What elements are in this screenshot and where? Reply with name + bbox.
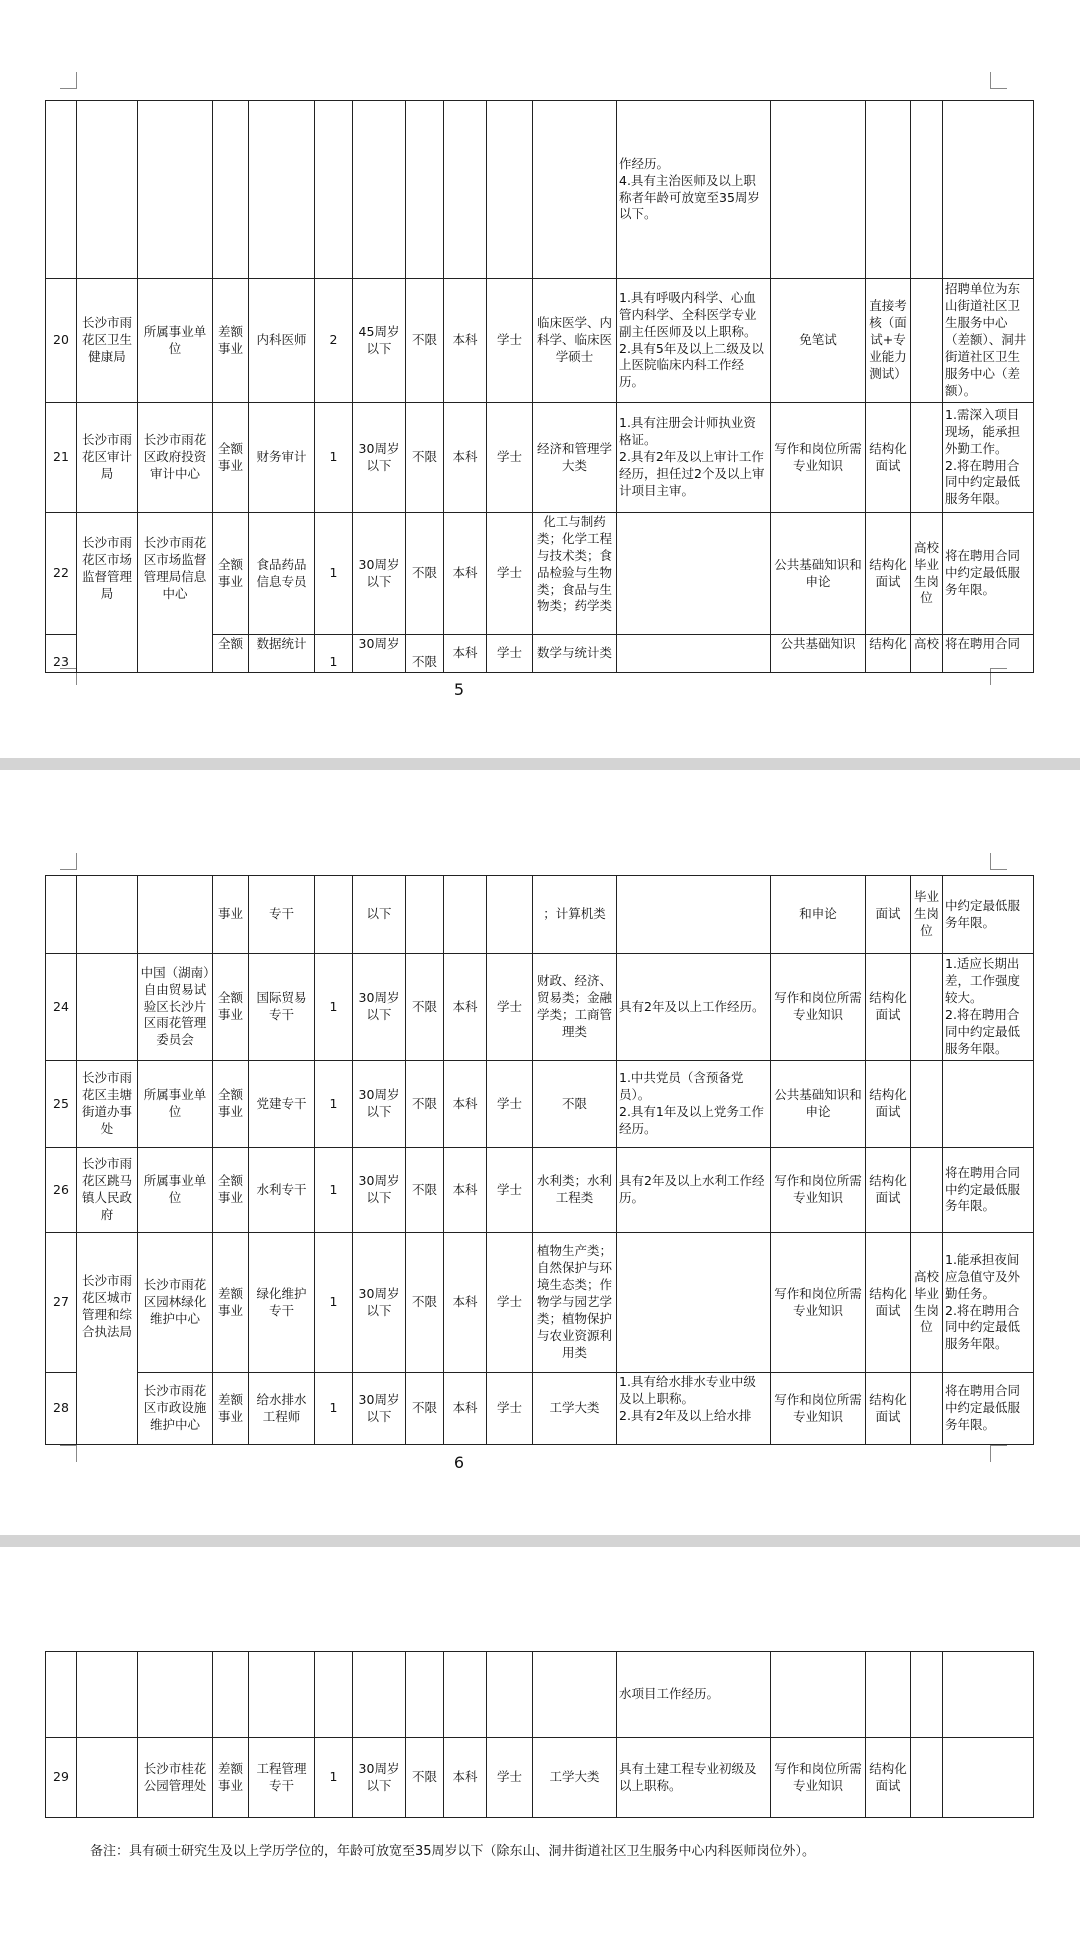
jobs-table [45, 1651, 1034, 1818]
post-cell: 党建专干 [249, 1061, 315, 1148]
post-cell: 专干 [249, 876, 315, 954]
exam-cell: 写作和岗位所需专业知识 [771, 1738, 866, 1818]
interview-cell: 结构化面试 [866, 1233, 911, 1373]
target-cell [911, 954, 943, 1061]
interview-cell: 结构化面试 [866, 513, 911, 635]
exam-cell: 公共基础知识和申论 [771, 1061, 866, 1148]
age-cell: 30周岁以下 [353, 1061, 406, 1148]
post-cell: 水利专干 [249, 1148, 315, 1233]
table-row [46, 279, 1034, 403]
funding-cell: 全额事业 [213, 1148, 249, 1233]
row-number: 20 [46, 279, 77, 403]
funding-cell: 差额事业 [213, 1373, 249, 1445]
education-cell: 本科 [444, 1233, 487, 1373]
gender-cell: 不限 [406, 1738, 444, 1818]
interview-cell: 结构化面试 [866, 403, 911, 513]
page-number: 6 [453, 1453, 465, 1472]
interview-cell: 结构化 [866, 635, 911, 673]
remark-cell: 招聘单位为东山街道社区卫生服务中心（差额）、洞井街道社区卫生服务中心（差额）。 [943, 279, 1034, 403]
major-cell: 工学大类 [533, 1373, 617, 1445]
degree-cell: 学士 [487, 403, 533, 513]
gender-cell: 不限 [406, 1373, 444, 1445]
table-row [46, 1061, 1034, 1148]
row-number: 29 [46, 1738, 77, 1818]
count-cell: 1 [315, 1738, 353, 1818]
major-cell: 经济和管理学大类 [533, 403, 617, 513]
qualification-cell: 具有2年及以上工作经历。 [617, 954, 771, 1061]
unit-cell [77, 1738, 138, 1818]
row-number: 23 [46, 635, 77, 673]
exam-cell: 公共基础知识和申论 [771, 513, 866, 635]
count-cell: 1 [315, 403, 353, 513]
page-number: 5 [453, 680, 465, 699]
sub-unit-cell: 长沙市雨花区政府投资审计中心 [138, 403, 213, 513]
sub-unit-cell: 所属事业单位 [138, 279, 213, 403]
unit-cell: 长沙市雨花区圭塘街道办事处 [77, 1061, 138, 1148]
row-number: 27 [46, 1233, 77, 1373]
interview-cell: 结构化面试 [866, 1148, 911, 1233]
post-cell: 内科医师 [249, 279, 315, 403]
gender-cell: 不限 [406, 635, 444, 673]
table-row [46, 1652, 1034, 1738]
age-cell: 30周岁以下 [353, 1148, 406, 1233]
row-number: 22 [46, 513, 77, 635]
gender-cell: 不限 [406, 1233, 444, 1373]
row-number: 25 [46, 1061, 77, 1148]
education-cell: 本科 [444, 1148, 487, 1233]
post-cell: 财务审计 [249, 403, 315, 513]
funding-cell: 全额事业 [213, 513, 249, 635]
unit-cell: 长沙市雨花区跳马镇人民政府 [77, 1148, 138, 1233]
education-cell: 本科 [444, 279, 487, 403]
unit-cell: 长沙市雨花区卫生健康局 [77, 279, 138, 403]
post-cell: 给水排水工程师 [249, 1373, 315, 1445]
table-row [46, 954, 1034, 1061]
post-cell: 数据统计 [249, 635, 315, 673]
sub-unit-cell: 中国（湖南）自由贸易试验区长沙片区雨花管理委员会 [138, 954, 213, 1061]
exam-cell: 写作和岗位所需专业知识 [771, 1148, 866, 1233]
age-cell: 30周岁以下 [353, 1233, 406, 1373]
target-cell: 高校毕业生岗位 [911, 513, 943, 635]
exam-cell: 和申论 [771, 876, 866, 954]
count-cell: 1 [315, 1373, 353, 1445]
exam-cell: 免笔试 [771, 279, 866, 403]
row-number: 28 [46, 1373, 77, 1445]
sub-unit-cell: 长沙市雨花区市政设施维护中心 [138, 1373, 213, 1445]
gender-cell: 不限 [406, 279, 444, 403]
qualification-cell [617, 1233, 771, 1373]
gender-cell: 不限 [406, 1061, 444, 1148]
corner-mark [60, 853, 77, 870]
corner-mark [990, 853, 1007, 870]
unit-cell [77, 954, 138, 1061]
corner-mark [990, 1445, 1007, 1462]
target-cell [911, 1373, 943, 1445]
major-cell: 不限 [533, 1061, 617, 1148]
target-cell: 高校毕业生岗位 [911, 1233, 943, 1373]
count-cell: 2 [315, 279, 353, 403]
major-cell: 化工与制药类；化学工程与技术类；食品检验与生物类；食品与生物类；药学类 [533, 513, 617, 635]
footnote: 备注：具有硕士研究生及以上学历学位的，年龄可放宽至35周岁以下（除东山、洞井街道社区卫生服务中心内科医师岗位外）。 [90, 1844, 816, 1859]
remark-cell: 中约定最低服务年限。 [943, 876, 1034, 954]
post-cell: 食品药品信息专员 [249, 513, 315, 635]
funding-cell: 差额事业 [213, 279, 249, 403]
target-cell [911, 1738, 943, 1818]
qualification-cell: 作经历。 4.具有主治医师及以上职称者年龄可放宽至35周岁以下。 [617, 101, 771, 279]
count-cell: 1 [315, 1233, 353, 1373]
age-cell: 30周岁以下 [353, 954, 406, 1061]
degree-cell: 学士 [487, 279, 533, 403]
remark-cell: 1.能承担夜间应急值守及外勤任务。 2.将在聘用合同中约定最低服务年限。 [943, 1233, 1034, 1373]
qualification-cell: 水项目工作经历。 [617, 1652, 771, 1738]
major-cell: 植物生产类；自然保护与环境生态类；作物学与园艺学类；植物保护与农业资源利用类 [533, 1233, 617, 1373]
unit-cell: 长沙市雨花区城市管理和综合执法局 [77, 1233, 138, 1445]
remark-cell: 将在聘用合同 [943, 635, 1034, 673]
gender-cell: 不限 [406, 513, 444, 635]
education-cell: 本科 [444, 513, 487, 635]
page-separator [0, 758, 1080, 770]
education-cell: 本科 [444, 403, 487, 513]
remark-cell: 1.适应长期出差，工作强度较大。 2.将在聘用合同中约定最低服务年限。 [943, 954, 1034, 1061]
education-cell: 本科 [444, 1738, 487, 1818]
table-row [46, 1373, 1034, 1445]
unit-cell: 长沙市雨花区市场监督管理局 [77, 513, 138, 673]
funding-cell: 差额事业 [213, 1738, 249, 1818]
education-cell: 本科 [444, 1061, 487, 1148]
age-cell: 30周岁 [353, 635, 406, 673]
row-number: 26 [46, 1148, 77, 1233]
interview-cell: 结构化面试 [866, 1373, 911, 1445]
degree-cell: 学士 [487, 954, 533, 1061]
qualification-cell: 1.具有注册会计师执业资格证。 2.具有2年及以上审计工作经历，担任过2个及以上审计项目主审。 [617, 403, 771, 513]
sub-unit-cell: 所属事业单位 [138, 1148, 213, 1233]
remark-cell: 将在聘用合同中约定最低服务年限。 [943, 1148, 1034, 1233]
post-cell: 绿化维护专干 [249, 1233, 315, 1373]
unit-cell: 长沙市雨花区审计局 [77, 403, 138, 513]
target-cell: 毕业生岗位 [911, 876, 943, 954]
age-cell: 30周岁以下 [353, 513, 406, 635]
table-row [46, 1233, 1034, 1373]
degree-cell: 学士 [487, 1148, 533, 1233]
qualification-cell: 1.中共党员（含预备党员）。 2.具有1年及以上党务工作经历。 [617, 1061, 771, 1148]
age-cell: 30周岁以下 [353, 1373, 406, 1445]
remark-cell: 1.需深入项目现场，能承担外勤工作。 2.将在聘用合同中约定最低服务年限。 [943, 403, 1034, 513]
funding-cell: 全额事业 [213, 1061, 249, 1148]
count-cell: 1 [315, 635, 353, 673]
table-row [46, 876, 1034, 954]
degree-cell: 学士 [487, 513, 533, 635]
funding-cell: 差额事业 [213, 1233, 249, 1373]
funding-cell: 全额 [213, 635, 249, 673]
gender-cell: 不限 [406, 1148, 444, 1233]
row-number: 24 [46, 954, 77, 1061]
post-cell: 工程管理专干 [249, 1738, 315, 1818]
gender-cell: 不限 [406, 403, 444, 513]
age-cell: 45周岁以下 [353, 279, 406, 403]
exam-cell: 写作和岗位所需专业知识 [771, 1373, 866, 1445]
remark-cell: 将在聘用合同中约定最低服务年限。 [943, 513, 1034, 635]
table-row [46, 513, 1034, 635]
exam-cell: 公共基础知识 [771, 635, 866, 673]
age-cell: 30周岁以下 [353, 403, 406, 513]
qualification-cell: 具有土建工程专业初级及以上职称。 [617, 1738, 771, 1818]
sub-unit-cell: 所属事业单位 [138, 1061, 213, 1148]
interview-cell: 结构化面试 [866, 954, 911, 1061]
page-separator [0, 1535, 1080, 1547]
qualification-cell [617, 513, 771, 635]
major-cell: 工学大类 [533, 1738, 617, 1818]
funding-cell: 事业 [213, 876, 249, 954]
interview-cell: 结构化面试 [866, 1061, 911, 1148]
degree-cell: 学士 [487, 1738, 533, 1818]
page-6 [0, 770, 1080, 1535]
interview-cell: 直接考核（面试+专业能力测试） [866, 279, 911, 403]
target-cell: 高校 [911, 635, 943, 673]
target-cell [911, 1061, 943, 1148]
major-cell: ；计算机类 [533, 876, 617, 954]
major-cell: 水利类；水利工程类 [533, 1148, 617, 1233]
gender-cell: 不限 [406, 954, 444, 1061]
age-cell: 30周岁以下 [353, 1738, 406, 1818]
qualification-cell [617, 635, 771, 673]
row-number: 21 [46, 403, 77, 513]
remark-cell [943, 1738, 1034, 1818]
table-row [46, 1148, 1034, 1233]
qualification-cell: 1.具有呼吸内科学、心血管内科学、全科医学专业副主任医师及以上职称。 2.具有5年及以上二级及以上医院临床内科工作经历。 [617, 279, 771, 403]
jobs-table [45, 875, 1034, 1445]
qualification-cell: 1.具有给水排水专业中级及以上职称。 2.具有2年及以上给水排 [617, 1373, 771, 1445]
count-cell: 1 [315, 1148, 353, 1233]
target-cell [911, 1148, 943, 1233]
post-cell: 国际贸易专干 [249, 954, 315, 1061]
education-cell: 本科 [444, 954, 487, 1061]
exam-cell: 写作和岗位所需专业知识 [771, 1233, 866, 1373]
funding-cell: 全额事业 [213, 403, 249, 513]
sub-unit-cell: 长沙市雨花区园林绿化维护中心 [138, 1233, 213, 1373]
corner-mark [990, 72, 1007, 89]
table-row [46, 1738, 1034, 1818]
page-5 [0, 0, 1080, 758]
jobs-table [45, 100, 1034, 673]
count-cell: 1 [315, 1061, 353, 1148]
education-cell: 本科 [444, 1373, 487, 1445]
degree-cell: 学士 [487, 1061, 533, 1148]
interview-cell: 结构化面试 [866, 1738, 911, 1818]
exam-cell: 写作和岗位所需专业知识 [771, 403, 866, 513]
table-row [46, 101, 1034, 279]
target-cell [911, 403, 943, 513]
count-cell: 1 [315, 513, 353, 635]
major-cell: 数学与统计类 [533, 635, 617, 673]
major-cell: 临床医学、内科学、临床医学硕士 [533, 279, 617, 403]
sub-unit-cell: 长沙市桂花公园管理处 [138, 1738, 213, 1818]
major-cell: 财政、经济、贸易类；金融学类；工商管理类 [533, 954, 617, 1061]
corner-mark [60, 72, 77, 89]
degree-cell: 学士 [487, 1233, 533, 1373]
remark-cell [943, 1061, 1034, 1148]
interview-cell: 面试 [866, 876, 911, 954]
table-row [46, 403, 1034, 513]
education-cell: 本科 [444, 635, 487, 673]
sub-unit-cell: 长沙市雨花区市场监督管理局信息中心 [138, 513, 213, 673]
degree-cell: 学士 [487, 635, 533, 673]
target-cell [911, 279, 943, 403]
age-cell: 以下 [353, 876, 406, 954]
page-7 [0, 1547, 1080, 1948]
remark-cell: 将在聘用合同中约定最低服务年限。 [943, 1373, 1034, 1445]
degree-cell: 学士 [487, 1373, 533, 1445]
exam-cell: 写作和岗位所需专业知识 [771, 954, 866, 1061]
count-cell: 1 [315, 954, 353, 1061]
funding-cell: 全额事业 [213, 954, 249, 1061]
qualification-cell: 具有2年及以上水利工作经历。 [617, 1148, 771, 1233]
